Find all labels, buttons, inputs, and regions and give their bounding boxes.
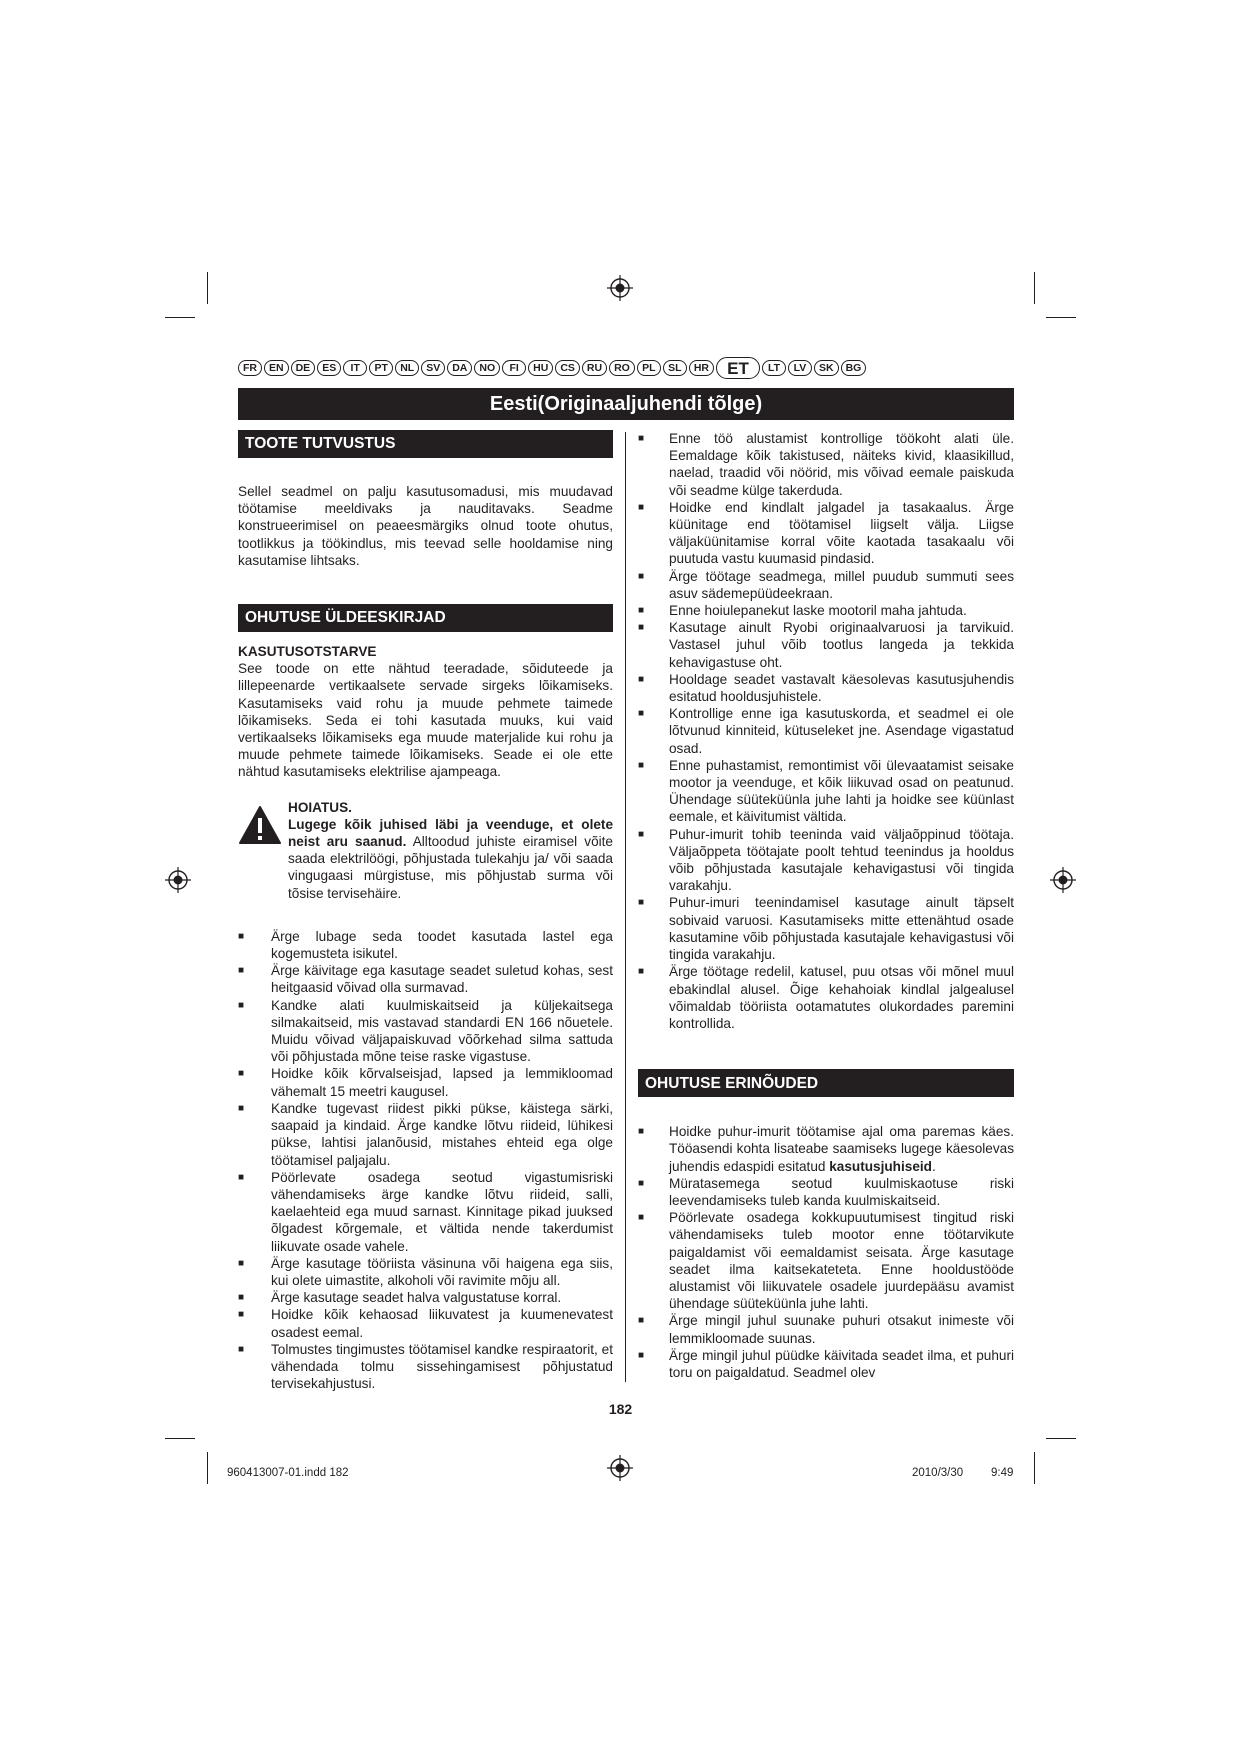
warning-text [288, 816, 613, 902]
list-item-text: Hoidke kõik kehaosad liikuvatest ja kuumenevatest osadest eemal. [271, 1307, 613, 1340]
language-tab-lt: LT [762, 360, 786, 376]
list-item [638, 826, 1014, 895]
list-item-text: Pöörlevate osadega seotud vigastumisriski vähendamiseks ärge kandke lõtvu riideid, salli, kaelaehteid ega muud sarnast. Kinnitage pikad juuksed õlgadest kõrgemale, et vältida nende takerdumist liikuvate osade vahele. [271, 1169, 613, 1254]
list-item [238, 1255, 613, 1289]
language-tab-en: EN [264, 360, 289, 376]
list-item [638, 963, 1014, 1032]
list-item-text: Kandke alati kuulmiskaitseid ja küljekaitsega silmakaitseid, mis vastavad standardi EN 166 nõuetele. Muidu võivad väljapaiskuvad võõrkehad silma sattuda või põhjustada mõne teise raske vigastuse. [271, 997, 613, 1065]
list-item [638, 1347, 1014, 1381]
warning-block [238, 799, 613, 902]
footer-file: 960413007-01.indd 182 [227, 1467, 349, 1479]
language-tab-pt: PT [369, 360, 393, 376]
language-tab-sk: SK [814, 360, 839, 376]
list-item-text: Enne hoiulepanekut laske mootoril maha jahtuda. [669, 603, 967, 619]
list-item-text: Puhur-imuri teenindamisel kasutage ainult täpselt sobivaid varuosi. Kasutamiseks mitte ettenähtud osade kasutamine võib põhjustada kasutajale kehavigastusi või tingida varakahju. [669, 895, 1014, 963]
list-item [638, 705, 1014, 757]
right-column [638, 430, 1014, 1381]
language-tab-fr: FR [238, 360, 262, 376]
bullet-icon: ■ [638, 897, 645, 909]
warning-title: HOIATUS. [288, 799, 352, 815]
list-item-text: Ärge töötage redelil, katusel, puu otsas või mõnel muul ebakindlal alusel. Õige kehahoiak kindlal jalgealusel võimaldab tööriista ootamatutes olukordades paremini kontrollida. [669, 964, 1014, 1031]
list-item-text: Ärge töötage seadmega, millel puudub summuti sees asuv sädemepüüdeekraan. [669, 568, 1014, 601]
language-tab-es: ES [317, 360, 341, 376]
language-tab-sv: SV [421, 360, 445, 376]
list-item [238, 1306, 613, 1340]
language-tab-sl: SL [663, 360, 687, 376]
language-tab-fi: FI [502, 360, 526, 376]
language-tab-cs: CS [555, 360, 580, 376]
list-item-text: Ärge lubage seda toodet kasutada lastel ega kogemusteta isikutel. [271, 928, 613, 962]
crop-mark [1034, 1452, 1035, 1484]
warning-body-text: Alltoodud juhiste eiramisel võite saada elektrilöögi, põhjustada tulekahju ja/ või saada vingugaasi mürgistuse, mis põhjustab surma või tõsise tervisehäire. [288, 834, 613, 901]
language-tab-nl: NL [395, 360, 419, 376]
bullet-icon: ■ [238, 1292, 245, 1304]
bullet-icon: ■ [638, 622, 645, 634]
section-heading-special: OHUTUSE ERINÕUDED [638, 1069, 1014, 1097]
language-selector [238, 357, 1014, 379]
language-tab-bg: BG [841, 360, 867, 376]
language-tab-de: DE [291, 360, 316, 376]
bullet-icon: ■ [638, 966, 645, 978]
list-item [638, 568, 1014, 602]
bullet-icon: ■ [238, 930, 245, 942]
list-item-text: Ärge mingil juhul suunake puhuri otsakut inimeste või lemmikloomade suunas. [669, 1313, 1014, 1346]
page-title: Eesti(Originaaljuhendi tõlge) [238, 388, 1014, 420]
intended-use-paragraph: See toode on ette nähtud teeradade, sõiduteede ja lillepeenarde vertikaalsete servade sirgeks lõikamiseks. Kasutamiseks vaid rohu ja muude pehmete taimede lõikamiseks. Seda ei tohi kasutada muuks, kui vaid vertikaalseks lõikamiseks ega muude materjalide kui rohu ja muude pehmete taimede lõikamiseks. Seade ei ole ette nähtud kasutamiseks elektrilise ajampeaga. [238, 661, 613, 780]
crop-mark [207, 1452, 208, 1484]
list-item [638, 430, 1014, 499]
list-item [638, 602, 1014, 619]
language-tab-hr: HR [689, 360, 714, 376]
bullet-icon: ■ [638, 1315, 645, 1327]
bullet-icon: ■ [238, 1068, 245, 1080]
list-item [238, 1169, 613, 1255]
page-number: 182 [608, 1401, 633, 1417]
bullet-icon: ■ [238, 1102, 245, 1114]
list-item-text: Pöörlevate osadega kokkupuutumisest tingitud riski vähendamiseks tuleb mootor enne töötarvikute paigaldamist või eemaldamist seisata. Ärge kasutage seadet ilma kaitsekateteta. Enne hooldustööde alustamist või liikuvatele osadele juurdepääsu avamist ühendage süüteküünla juhe lahti. [669, 1210, 1014, 1312]
registration-mark-icon [165, 867, 191, 893]
language-tab-pl: PL [637, 360, 661, 376]
list-item [238, 928, 613, 962]
list-item [238, 1341, 613, 1393]
bullet-icon: ■ [238, 1257, 245, 1269]
bullet-icon: ■ [638, 433, 645, 444]
language-tab-ru: RU [582, 360, 607, 376]
list-item-text: Müratasemega seotud kuulmiskaotuse riski leevendamiseks tuleb kanda kuulmiskaitseid. [669, 1175, 1014, 1208]
left-column [238, 430, 613, 1392]
bullet-icon: ■ [638, 708, 645, 720]
bullet-icon: ■ [238, 965, 245, 977]
list-item [638, 1209, 1014, 1312]
bullet-icon: ■ [238, 999, 245, 1011]
list-item [238, 1100, 613, 1169]
list-item [638, 671, 1014, 705]
footer-time: 9:49 [991, 1467, 1014, 1479]
crop-mark [165, 317, 195, 318]
warning-bold-text: Lugege kõik juhised läbi ja veenduge, et olete neist aru saanud. [288, 816, 613, 850]
language-tab-it: IT [343, 360, 367, 376]
list-item [638, 894, 1014, 963]
list-item-text: Ärge kasutage tööriista väsinuna või haigena ega siis, kui olete uimastite, alkoholi või ravimite mõju all. [271, 1255, 613, 1288]
crop-mark [1046, 1438, 1076, 1439]
section-heading-general: OHUTUSE ÜLDEESKIRJAD [238, 604, 613, 632]
crop-mark [1034, 272, 1035, 304]
bullet-icon: ■ [238, 1343, 245, 1355]
list-item [638, 757, 1014, 826]
list-item-text: Ärge mingil juhul püüdke käivitada seadet ilma, et puhuri toru on paigaldatud. Seadmel olev [669, 1347, 1014, 1380]
registration-mark-icon [607, 275, 633, 301]
list-item-text: Ärge kasutage seadet halva valgustatuse korral. [271, 1290, 562, 1306]
footer-date: 2010/3/30 [912, 1467, 964, 1479]
list-item-text: Ärge käivitage ega kasutage seadet suletud kohas, sest heitgaasid võivad olla surmavad. [271, 963, 613, 996]
safety-bullet-list [238, 928, 613, 1392]
safety-bullet-list [638, 430, 1014, 1032]
bullet-icon: ■ [238, 1309, 245, 1321]
language-tab-et: ET [716, 357, 760, 379]
list-item [238, 1065, 613, 1099]
registration-mark-icon [607, 1455, 633, 1481]
list-item-text: Hoidke kõik kõrvalseisjad, lapsed ja lemmikloomad vähemalt 15 meetri kaugusel. [271, 1066, 613, 1099]
intro-paragraph: Sellel seadmel on palju kasutusomadusi, mis muudavad töötamise meeldivaks ja nauditavaks. Seadme konstrueerimisel on peaeesmärgiks olnud toote ohutus, tootlikkus ja töökindlus, mis teevad selle hooldamise ning kasutamise lihtsaks. [238, 484, 613, 568]
bullet-icon: ■ [238, 1171, 245, 1183]
special-bullet-list [638, 1123, 1014, 1381]
language-tab-ro: RO [609, 360, 635, 376]
bullet-icon: ■ [638, 759, 645, 771]
list-item [238, 962, 613, 996]
list-item-text: Kontrollige enne iga kasutuskorda, et seadmel ei ole lõtvunud kinniteid, kütuseleket jne. Asendage vigastatud osad. [669, 706, 1014, 756]
list-item-text: Tolmustes tingimustes töötamisel kandke respiraatorit, et vähendada tolmu sissehingamisest põhjustatud tervisekahjustusi. [271, 1341, 613, 1392]
language-tab-da: DA [447, 360, 472, 376]
bullet-icon: ■ [638, 1177, 645, 1189]
bullet-icon: ■ [638, 1212, 645, 1224]
crop-mark [207, 272, 208, 304]
list-item-text: Puhur-imurit tohib teeninda vaid väljaõppinud töötaja. Väljaõppeta töötajate poolt tehtud teenindus ja hooldus võib põhjustada kasutajale kehavigastusi või tingida varakahju. [669, 826, 1014, 894]
bullet-icon: ■ [638, 570, 645, 582]
list-item [238, 997, 613, 1066]
list-item [638, 1175, 1014, 1209]
list-item-text: Kasutage ainult Ryobi originaalvaruosi ja tarvikuid. Vastasel juhul võib tootlus langeda ja tekkida kehavigastuse oht. [669, 620, 1014, 670]
warning-icon [238, 799, 288, 902]
bullet-icon: ■ [638, 673, 645, 685]
bullet-icon: ■ [638, 1126, 645, 1138]
bullet-icon: ■ [638, 1349, 645, 1361]
list-item-text: Hooldage seadet vastavalt käesolevas kasutusjuhendis esitatud hooldusjuhistele. [669, 671, 1014, 705]
section-heading-intro: TOOTE TUTVUSTUS [238, 430, 613, 458]
list-item-text: Enne töö alustamist kontrollige töökoht alati üle. Eemaldage kõik takistused, näiteks kivid, klaasikillud, naelad, traadid või nöörid, mis võivad eemale paiskuda või seadme külge takerduda. [669, 431, 1014, 498]
list-item [638, 619, 1014, 671]
list-item [638, 499, 1014, 568]
crop-mark [165, 1438, 195, 1439]
list-item-text: Kandke tugevast riidest pikki pükse, käistega särki, saapaid ja kindaid. Ärge kandke lõtvu riideid, lühikesi pükse, lahtisi jalanõusid, mistahes ehteid ega olge töötamisel paljajalu. [271, 1100, 613, 1168]
bullet-icon: ■ [638, 605, 645, 617]
bullet-icon: ■ [638, 501, 645, 513]
crop-mark [1046, 317, 1076, 318]
list-item [638, 1312, 1014, 1346]
subheading-intended-use: KASUTUSOTSTARVE [238, 644, 377, 660]
list-item [238, 1289, 613, 1306]
language-tab-no: NO [474, 360, 500, 376]
bullet-icon: ■ [638, 828, 645, 840]
language-tab-lv: LV [788, 360, 812, 376]
language-tab-hu: HU [528, 360, 553, 376]
registration-mark-icon [1050, 867, 1076, 893]
list-item: ■ Hoidke puhur-imurit töötamise ajal oma paremas käes. Tööasendi kohta lisateabe saamiseks lugege käesolevas juhendis edaspidi esitatud kasutusjuhiseid. [638, 1124, 1014, 1174]
column-divider [625, 432, 626, 1382]
list-item-text: Hoidke end kindlalt jalgadel ja tasakaalus. Ärge küünitage end töötamisel liigselt välja. Liigse väljaküünitamise korral võite kaotada tasakaalu või puutuda vastu kuumasid pindasid. [669, 499, 1014, 567]
list-item-text: Enne puhastamist, remontimist või ülevaatamist seisake mootor ja veenduge, et kõik liikuvad osad on peatunud. Ühendage süüteküünla juhe lahti ja hoidke see küünlast eemale, et käivitumist vältida. [669, 757, 1014, 825]
